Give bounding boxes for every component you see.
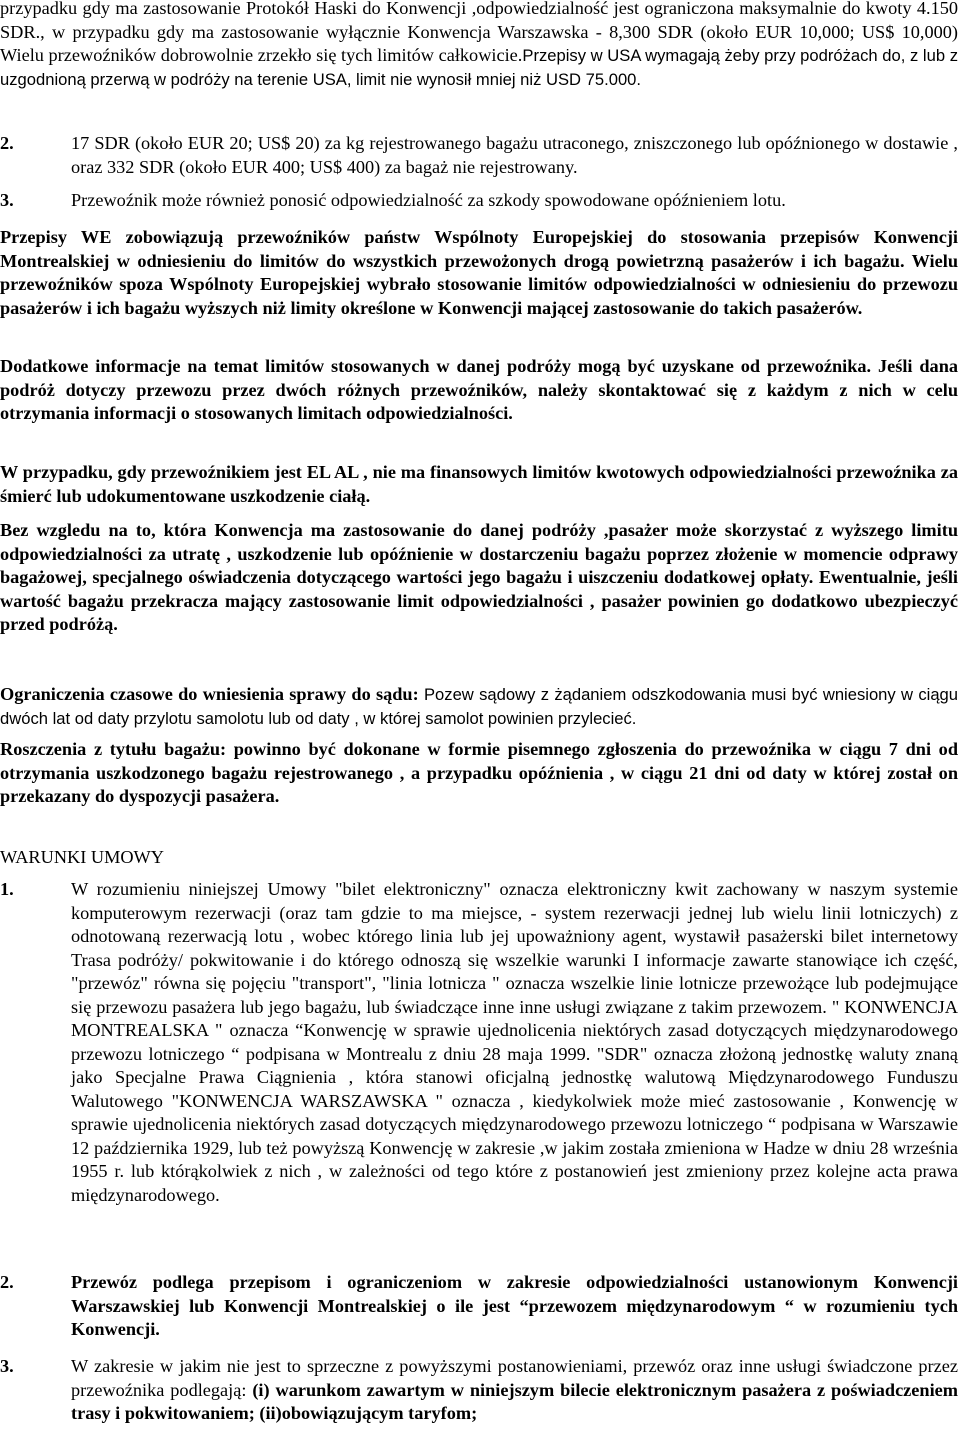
time-limits-text: Pozew sądowy z żądaniem odszkodowania musi być wniesiony w ciągu dwóch lat od daty przylotu samolotu lub od daty , w której samolot powinien przylecieć. bbox=[0, 685, 958, 728]
list-item-text: W rozumieniu niniejszej Umowy "bilet elektroniczny" oznacza elektroniczny kwit zachowany w naszym systemie komputerowym rezerwacji (oraz tam gdzie to ma miejsce, - system rezerwacji jednej lub wielu linii lotniczych) z odnotowaną rezerwacją lotu , wobec którego linia lub jej upoważniony agent, wystawił pasażerski bilet internetowy Trasa podróży/ pokwitowanie i do którego odnoszą się wszelkie warunki I informacje zawarte stanowiące ich część, "przewóz" równa się pojęciu "transport", "linia lotnicza " oznacza wszelkie linie lotnicze przewożące lub podejmujące się przewozu pasażera lub jego bagażu, lub świadczące inne inne usługi związane z takim przewozem. " KONWENCJA MONTREALSKA " oznacza “Konwencję w sprawie ujednolicenia niektórych zasad dotyczących międzynarodowego przewozu lotniczego “ podpisana w Montrealu z dniu 28 maja 1999. "SDR" oznacza złożoną jednostkę waluty znaną jako Specjalne Prawa Ciągnienia , która stanowi oficjalną jednostkę walutową Międzynarodowego Funduszu Walutowego "KONWENCJA WARSZAWSKA " oznacza , kiedykolwiek może mieć zastosowanie , Konwencję w sprawie ujednolicenia niektórych zasad dotyczących międzynarodowego przewozu lotniczego “ podpisana w Warszawie 12 października 1929, lub też powyższą Konwencję w zakresie ,w jakim została zmieniona w Hadze w dniu 28 września 1955 r. lub którąkolwiek z nich , w zależności od tego które z postanowień jest zmieniony przez kolejne acta prawa międzynarodowego. bbox=[71, 879, 958, 1205]
additional-info-paragraph bbox=[0, 355, 958, 426]
list-item bbox=[0, 189, 958, 213]
list-item bbox=[0, 1271, 958, 1342]
list-item-text-part: W zakresie w jakim nie jest to sprzeczne z powyższymi postanowieniami, przewóz oraz inne usługi świadczone przez przewoźnika podlegają: bbox=[71, 1356, 958, 1400]
eu-regulation-paragraph bbox=[0, 226, 958, 320]
baggage-claims-text: Roszczenia z tytułu bagażu: powinno być dokonane w formie pisemnego zgłoszenia do przewoźnika w ciągu 7 dni od otrzymania uszkodzonego bagażu rejestrowanego , a przypadku opóźnienia , w ciągu 21 dni od daty w której został on przekazany do dyspozycji pasażera. bbox=[0, 739, 958, 806]
list-item-number: 3. bbox=[0, 1356, 14, 1376]
baggage-claims-paragraph bbox=[0, 738, 958, 809]
list-item-text bbox=[71, 1271, 958, 1342]
intro-text: przypadku gdy ma zastosowanie Protokół Haski do Konwencji ,odpowiedzialność jest ograniczona maksymalnie do kwoty 4.150 SDR., w przypadku gdy ma zastosowanie wyłącznie Konwencja Warszawska - 8,300 SDR (około EUR 10,000; US$ 10,000) Wielu przewoźników dobrowolnie zrzekło się tych limitów całkowicie. bbox=[0, 0, 958, 65]
time-limits-paragraph bbox=[0, 683, 958, 730]
list-item-number: 3. bbox=[0, 190, 14, 210]
list-item-number: 2. bbox=[0, 133, 14, 153]
eu-regulation-text: Przepisy WE zobowiązują przewoźników państw Wspólnoty Europejskiej do stosowania przepisów Konwencji Montrealskiej w odniesieniu do limitów do wszystkich przewożonych drogą powietrzną pasażerów i ich bagażu. Wielu przewoźników spoza Wspólnoty Europejskiej wybrało stosowanie limitów odpowiedzialności w odniesieniu do przewozu pasażerów i ich bagażu wyższych niż limity określone w Konwencji mającej zastosowanie do takich pasażerów. bbox=[0, 227, 958, 318]
list-item bbox=[0, 878, 958, 1207]
list-item-bold-text: Przewóz podlega przepisom i ograniczeniom w zakresie odpowiedzialności ustanowionym Konwencji Warszawskiej lub Konwencji Montrealskiej o ile jest “przewozem międzynarodowym “ w rozumieniu tych Konwencji. bbox=[71, 1272, 958, 1339]
baggage-value-text: Bez wzgledu na to, która Konwencja ma zastosowanie do danej podróży ,pasażer może skorzystać z wyższego limitu odpowiedzialności za utratę , uszkodzenie lub opóźnienie w dostarczeniu bagażu poprzez złożenie w momencie odprawy bagażowej, specjalnego oświadczenia dotyczącego wartości jego bagażu i uiszczeniu dodatkowej opłaty. Ewentualnie, jeśli wartość bagażu przekracza mający zastosowanie limit odpowiedzialności , pasażer powinien go dodatkowo ubezpieczyć przed podróżą. bbox=[0, 520, 958, 634]
list-item-text: Przewoźnik może również ponosić odpowiedzialność za szkody spowodowane opóźnieniem lotu. bbox=[71, 190, 786, 210]
list-item-text: 17 SDR (około EUR 20; US$ 20) za kg rejestrowanego bagażu utraconego, zniszczonego lub opóźnionego w dostawie , oraz 332 SDR (około EUR 400; US$ 400) za bagaż nie rejestrowany. bbox=[71, 133, 958, 177]
el-al-paragraph bbox=[0, 461, 958, 508]
terms-heading: WARUNKI UMOWY bbox=[0, 847, 165, 867]
intro-usa-text: Przepisy w USA wymagają żeby przy podróżach do, z lub z uzgodnioną przerwą w podróży na terenie USA, limit nie wynosił mniej niż USD 75.000. bbox=[0, 46, 958, 89]
additional-info-text: Dodatkowe informacje na temat limitów stosowanych w danej podróży mogą być uzyskane od przewoźnika. Jeśli dana podróż dotyczy przewozu przez dwóch różnych przewoźników, należy skontaktować się z każdym z nich w celu otrzymania informacji o stosowanych limitach odpowiedzialności. bbox=[0, 356, 958, 423]
list-item-number: 2. bbox=[0, 1272, 14, 1292]
list-item bbox=[0, 1355, 958, 1426]
el-al-text: W przypadku, gdy przewoźnikiem jest EL AL , nie ma finansowych limitów kwotowych odpowiedzialności przewoźnika za śmierć lub udokumentowane uszkodzenie ciałą. bbox=[0, 462, 958, 506]
list-item-number: 1. bbox=[0, 879, 14, 899]
baggage-value-paragraph bbox=[0, 519, 958, 637]
list-item-text bbox=[71, 1355, 958, 1426]
list-item bbox=[0, 132, 958, 179]
list-item-bold-text: (i) warunkom zawartym w niniejszym bilecie elektronicznym pasażera z poświadczeniem trasy i pokwitowaniem; (ii)obowiązującym taryfom; bbox=[71, 1379, 958, 1423]
time-limits-heading: Ograniczenia czasowe do wniesienia sprawy do sądu: bbox=[0, 684, 419, 704]
intro-paragraph bbox=[0, 0, 958, 91]
